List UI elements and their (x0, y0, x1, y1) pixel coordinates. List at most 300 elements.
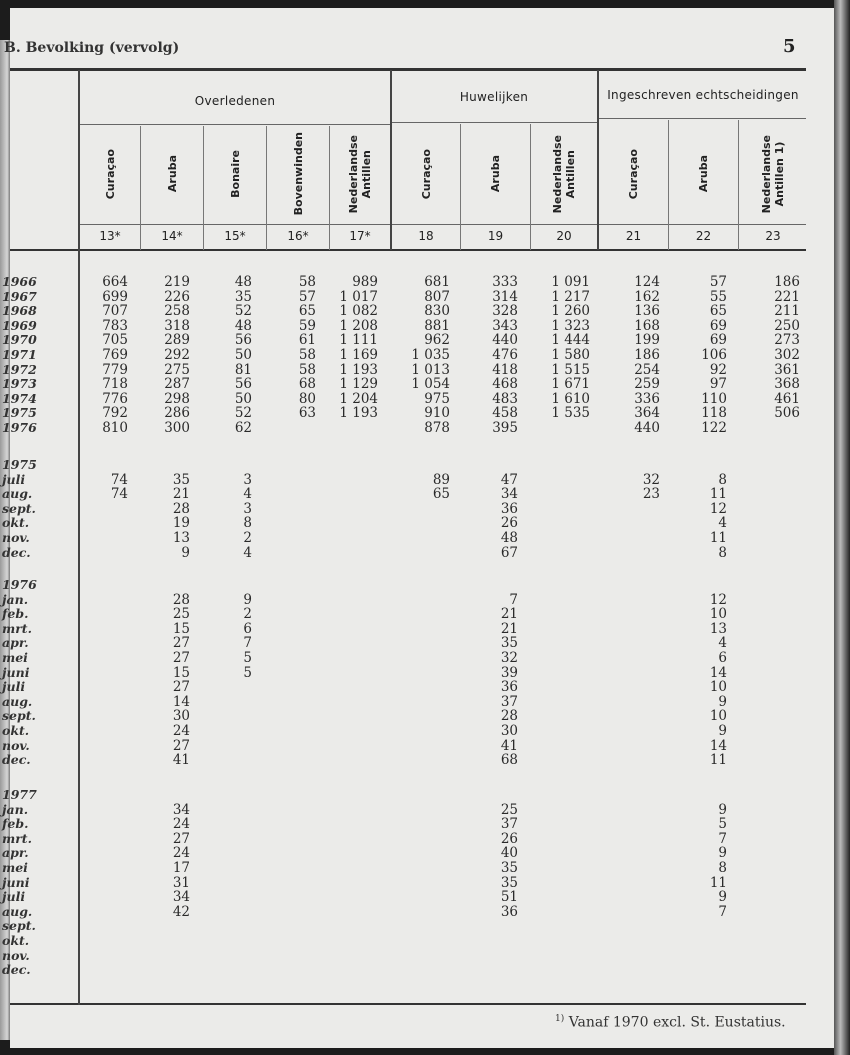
table-cell: 81 (234, 361, 252, 378)
table-cell: 9 (718, 845, 727, 862)
column-label: Curaçao (627, 148, 640, 200)
row-label: 1970 (2, 332, 37, 348)
row-label: nov. (2, 947, 30, 963)
table-cell: 343 (492, 317, 518, 334)
row-label: juli (2, 471, 26, 487)
table-cell: 69 (709, 317, 727, 334)
table-cell: 483 (492, 390, 518, 407)
column-label: Nederlandse Antillen (347, 134, 373, 214)
table-cell: 250 (774, 317, 800, 334)
table-cell: 6 (718, 650, 727, 666)
table-cell: 368 (774, 376, 800, 393)
table-cell: 1 111 (339, 332, 378, 349)
column-number: 15* (224, 229, 246, 243)
row-label: mrt. (2, 830, 32, 846)
table-cell: 1 091 (551, 274, 590, 290)
table-cell: 1 193 (339, 361, 378, 378)
table-cell: 1 129 (339, 376, 378, 393)
table-cell: 10 (709, 606, 727, 623)
table-cell: 5 (718, 816, 727, 833)
table-cell: 9 (718, 723, 727, 739)
table-cell: 707 (102, 303, 128, 320)
table-cell: 56 (234, 376, 252, 393)
table-cell: 65 (298, 303, 316, 320)
table-cell: 286 (164, 405, 190, 422)
table-cell: 32 (500, 650, 518, 666)
table-cell: 1 013 (411, 361, 450, 378)
table-cell: 458 (492, 405, 518, 422)
column-header (669, 124, 738, 224)
year-label: 1976 (2, 577, 37, 592)
table-cell: 11 (709, 530, 727, 546)
row-label: juli (2, 889, 26, 905)
table-cell: 7 (718, 903, 727, 920)
row-label: 1967 (2, 288, 37, 304)
table-cell: 1 515 (551, 361, 590, 378)
table-cell: 14 (709, 664, 727, 681)
row-label: juni (2, 664, 30, 680)
table-cell: 1 035 (411, 347, 450, 363)
row-label: nov. (2, 737, 30, 753)
table-cell: 7 (718, 830, 727, 847)
column-number: 13* (99, 229, 121, 243)
table-cell: 776 (102, 390, 128, 407)
table-cell: 37 (500, 816, 518, 833)
table-cell: 989 (352, 274, 378, 290)
row-label: okt. (2, 723, 30, 738)
year-label: 1975 (2, 457, 37, 472)
row-label: 1973 (2, 376, 37, 392)
year-label: 1977 (2, 787, 37, 802)
column-label: Aruba (489, 155, 502, 193)
table-cell: 361 (774, 361, 800, 378)
table-cell: 65 (709, 303, 727, 320)
row-label: dec. (2, 962, 31, 978)
table-cell: 24 (172, 723, 190, 739)
page-number: 5 (783, 36, 796, 57)
table-cell: 37 (500, 693, 518, 710)
footnote (555, 1014, 786, 1031)
row-label: 1969 (2, 317, 37, 333)
table-cell: 110 (701, 390, 727, 407)
row-label: feb. (2, 816, 29, 832)
row-label: okt. (2, 515, 30, 531)
column-header (739, 124, 807, 224)
table-cell: 42 (172, 903, 190, 920)
column-header (330, 124, 390, 224)
group-subrule-echtscheidingen (598, 118, 806, 119)
row-label: mei (2, 860, 28, 875)
table-cell: 468 (492, 376, 518, 393)
row-label: sept. (2, 708, 36, 724)
table-cell: 681 (424, 274, 450, 290)
table-cell: 2 (243, 606, 252, 623)
table-cell: 273 (774, 332, 800, 349)
table-cell: 58 (298, 347, 316, 363)
table-cell: 1 260 (551, 303, 590, 320)
table-cell: 9 (718, 889, 727, 906)
table-cell: 810 (102, 420, 128, 436)
table-cell: 15 (172, 664, 190, 681)
column-number: 17* (349, 229, 371, 243)
table-cell: 30 (500, 723, 518, 739)
table-cell: 48 (234, 274, 252, 290)
table-cell: 41 (500, 737, 518, 754)
table-cell: 962 (424, 332, 450, 349)
table-cell: 1 208 (339, 317, 378, 334)
table-cell: 336 (634, 390, 660, 407)
table-cell: 705 (102, 332, 128, 349)
table-cell: 24 (172, 816, 190, 833)
table-cell: 8 (718, 471, 727, 488)
table-cell: 219 (164, 274, 190, 290)
table-cell: 47 (500, 471, 518, 488)
row-label: feb. (2, 606, 29, 622)
table-cell: 5 (243, 650, 252, 666)
row-label: 1971 (2, 347, 37, 362)
group-title-huwelijken: Huwelijken (459, 90, 529, 104)
table-cell: 28 (172, 500, 190, 517)
column-number: 21 (625, 229, 642, 243)
table-cell: 1 054 (411, 376, 450, 393)
table-cell: 36 (500, 903, 518, 920)
column-header (267, 124, 329, 224)
table-cell: 186 (634, 347, 660, 363)
row-label: apr. (2, 845, 29, 861)
table-cell: 27 (172, 737, 190, 754)
table-cell: 287 (164, 376, 190, 393)
table-cell: 830 (424, 303, 450, 320)
table-cell: 136 (634, 303, 660, 320)
column-number: 16* (287, 229, 309, 243)
table-cell: 1 580 (551, 347, 590, 363)
table-cell: 67 (500, 544, 518, 561)
table-cell: 8 (718, 544, 727, 561)
table-cell: 118 (701, 405, 727, 422)
table-cell: 14 (172, 693, 190, 710)
table-cell: 226 (164, 288, 190, 305)
table-cell: 40 (500, 845, 518, 862)
table-cell: 275 (164, 361, 190, 378)
table-cell: 124 (634, 274, 660, 290)
column-header (392, 124, 460, 224)
table-cell: 1 535 (551, 405, 590, 422)
table-cell: 51 (500, 889, 518, 906)
column-number: 18 (418, 229, 434, 243)
table-cell: 664 (102, 274, 128, 290)
table-cell: 699 (102, 288, 128, 305)
table-cell: 52 (234, 405, 252, 422)
table-cell: 11 (709, 486, 727, 503)
table-cell: 23 (642, 486, 660, 503)
table-cell: 4 (718, 515, 727, 532)
table-cell: 30 (172, 708, 190, 725)
table-cell: 35 (500, 874, 518, 891)
table-cell: 3 (243, 471, 252, 488)
table-cell: 34 (172, 801, 190, 818)
table-cell: 792 (102, 405, 128, 422)
table-cell: 333 (492, 274, 518, 290)
column-label: Curaçao (103, 148, 117, 200)
row-label: sept. (2, 500, 36, 516)
row-label: apr. (2, 635, 29, 651)
row-label: juni (2, 874, 30, 890)
colnum-rule (80, 224, 806, 225)
column-header (80, 124, 140, 224)
table-cell: 878 (424, 420, 450, 436)
table-cell: 3 (243, 500, 252, 517)
table-cell: 68 (500, 752, 518, 769)
table-cell: 57 (298, 288, 316, 305)
column-label: Aruba (697, 155, 710, 193)
row-label: aug. (2, 486, 33, 502)
column-number: 14* (161, 229, 183, 243)
table-cell: 58 (298, 361, 316, 378)
table-cell: 12 (709, 591, 727, 608)
row-label: aug. (2, 903, 33, 919)
table-cell: 97 (709, 376, 727, 393)
table-cell: 807 (424, 288, 450, 305)
table-cell: 27 (172, 635, 190, 652)
row-label: okt. (2, 933, 30, 948)
column-label: Nederlandse Antillen (551, 134, 577, 214)
table-cell: 106 (701, 347, 727, 363)
table-cell: 259 (634, 376, 660, 393)
table-cell: 9 (718, 693, 727, 710)
table-cell: 302 (774, 347, 800, 363)
table-cell: 328 (492, 303, 518, 320)
table-cell: 5 (243, 664, 252, 681)
group-subrule-huwelijken (390, 122, 598, 123)
table-cell: 19 (172, 515, 190, 532)
table-cell: 36 (500, 679, 518, 696)
right-page-edge (834, 0, 850, 1055)
table-cell: 68 (298, 376, 316, 393)
column-header (461, 124, 530, 224)
table-cell: 258 (164, 303, 190, 320)
table-cell: 975 (424, 390, 450, 407)
table-cell: 221 (774, 288, 800, 305)
table-cell: 1 323 (551, 317, 590, 334)
row-label: mei (2, 650, 28, 665)
table-cell: 74 (110, 486, 128, 503)
table-cell: 9 (718, 801, 727, 818)
table-cell: 318 (164, 317, 190, 334)
table-cell: 34 (172, 889, 190, 906)
table-cell: 4 (718, 635, 727, 652)
table-cell: 57 (709, 274, 727, 290)
table-cell: 1 444 (551, 332, 590, 349)
table-cell: 2 (243, 530, 252, 546)
table-cell: 4 (243, 544, 252, 561)
table-cell: 289 (164, 332, 190, 349)
table-cell: 48 (500, 530, 518, 546)
table-cell: 199 (634, 332, 660, 349)
table-cell: 461 (774, 390, 800, 407)
row-label: nov. (2, 530, 30, 545)
table-cell: 440 (492, 332, 518, 349)
table-cell: 1 610 (551, 390, 590, 407)
table-cell: 36 (500, 500, 518, 517)
table-cell: 21 (500, 606, 518, 623)
table-cell: 17 (172, 860, 190, 876)
table-cell: 28 (172, 591, 190, 608)
row-label: juli (2, 679, 26, 695)
table-cell: 25 (500, 801, 518, 818)
table-cell: 69 (709, 332, 727, 349)
table-cell: 314 (492, 288, 518, 305)
table-cell: 62 (234, 420, 252, 436)
table-cell: 186 (774, 274, 800, 290)
footnote-marker: 1) (555, 1014, 565, 1024)
table-cell: 35 (500, 635, 518, 652)
column-label: Bovenwinden (291, 132, 305, 216)
column-header (599, 124, 668, 224)
table-cell: 61 (298, 332, 316, 349)
table-cell: 11 (709, 752, 727, 769)
row-label: aug. (2, 693, 33, 709)
table-cell: 298 (164, 390, 190, 407)
column-label: Nederlandse Antillen 1) (760, 134, 786, 214)
table-cell: 783 (102, 317, 128, 334)
row-label: 1972 (2, 361, 37, 377)
table-cell: 24 (172, 845, 190, 862)
column-number: 19 (487, 229, 504, 243)
table-cell: 89 (432, 471, 450, 488)
table-cell: 1 671 (551, 376, 590, 393)
section-title: B. Bevolking (vervolg) (4, 40, 180, 56)
table-cell: 506 (774, 405, 800, 422)
table-cell: 34 (500, 486, 518, 503)
row-label: 1968 (2, 303, 37, 319)
table-cell: 56 (234, 332, 252, 349)
table-cell: 779 (102, 361, 128, 378)
table-cell: 50 (234, 347, 252, 363)
table-cell: 21 (172, 486, 190, 503)
table-cell: 13 (709, 620, 727, 637)
column-number: 23 (765, 229, 781, 243)
table-cell: 1 017 (339, 288, 378, 305)
row-label: sept. (2, 918, 36, 934)
table-cell: 254 (634, 361, 660, 378)
table-cell: 364 (634, 405, 660, 422)
table-cell: 74 (110, 471, 128, 488)
table-cell: 9 (243, 591, 252, 608)
column-number: 20 (556, 229, 572, 243)
row-label: dec. (2, 752, 31, 768)
table-cell: 10 (709, 679, 727, 696)
column-number: 22 (695, 229, 712, 243)
table-cell: 35 (234, 288, 252, 305)
table-cell: 910 (424, 405, 450, 422)
table-cell: 27 (172, 650, 190, 666)
table-cell: 12 (709, 500, 727, 517)
table-cell: 65 (432, 486, 450, 503)
table-cell: 440 (634, 420, 660, 436)
table-cell: 35 (500, 860, 518, 876)
group-title-overledenen: Overledenen (194, 94, 276, 108)
table-cell: 300 (164, 420, 190, 436)
column-header (531, 124, 597, 224)
table-cell: 21 (500, 620, 518, 637)
table-cell: 7 (509, 591, 518, 608)
table-cell: 10 (709, 708, 727, 725)
table-cell: 881 (424, 317, 450, 334)
table-cell: 1 169 (339, 347, 378, 363)
row-label: jan. (2, 591, 29, 607)
table-cell: 58 (298, 274, 316, 290)
table-cell: 211 (774, 303, 800, 320)
column-label: Bonaire (228, 150, 242, 198)
table-cell: 769 (102, 347, 128, 363)
column-label: Curaçao (419, 148, 433, 200)
column-label: Aruba (165, 155, 179, 193)
table-cell: 48 (234, 317, 252, 334)
table-cell: 13 (172, 530, 190, 546)
table-cell: 80 (298, 390, 316, 407)
table-cell: 4 (243, 486, 252, 503)
table-cell: 52 (234, 303, 252, 320)
table-cell: 35 (172, 471, 190, 488)
table-cell: 418 (492, 361, 518, 378)
table-cell: 14 (709, 737, 727, 754)
row-label: mrt. (2, 620, 32, 636)
table-cell: 31 (172, 874, 190, 891)
top-rule (10, 68, 806, 71)
column-header (141, 124, 203, 224)
row-label: dec. (2, 544, 31, 560)
row-label: 1976 (2, 420, 37, 435)
table-cell: 718 (102, 376, 128, 393)
table-cell: 395 (492, 420, 518, 436)
table-cell: 292 (164, 347, 190, 363)
table-cell: 8 (243, 515, 252, 532)
table-cell: 1 082 (339, 303, 378, 320)
table-cell: 92 (709, 361, 727, 378)
table-cell: 9 (181, 544, 190, 561)
table-cell: 39 (500, 664, 518, 681)
header-bottom-rule (10, 249, 806, 251)
row-label: 1975 (2, 405, 37, 421)
table-cell: 26 (500, 515, 518, 532)
table-cell: 11 (709, 874, 727, 891)
table-cell: 1 204 (339, 390, 378, 407)
table-cell: 1 217 (551, 288, 590, 305)
table-cell: 122 (701, 420, 727, 436)
row-label: 1974 (2, 390, 37, 406)
row-label: 1966 (2, 274, 37, 289)
group-title-echtscheidingen: Ingeschreven echtscheidingen (607, 88, 799, 102)
table-cell: 27 (172, 830, 190, 847)
table-cell: 32 (642, 471, 660, 488)
table-cell: 7 (243, 635, 252, 652)
table-cell: 15 (172, 620, 190, 637)
table-cell: 55 (709, 288, 727, 305)
row-label: jan. (2, 801, 29, 817)
table-cell: 41 (172, 752, 190, 769)
table-cell: 1 193 (339, 405, 378, 422)
footnote-text: Vanaf 1970 excl. St. Eustatius. (564, 1014, 786, 1031)
table-cell: 168 (634, 317, 660, 334)
table-cell: 162 (634, 288, 660, 305)
table-cell: 6 (243, 620, 252, 637)
table-cell: 28 (500, 708, 518, 725)
table-cell: 59 (298, 317, 316, 334)
table-cell: 27 (172, 679, 190, 696)
table-cell: 26 (500, 830, 518, 847)
table-cell: 63 (298, 405, 316, 422)
table-cell: 25 (172, 606, 190, 623)
